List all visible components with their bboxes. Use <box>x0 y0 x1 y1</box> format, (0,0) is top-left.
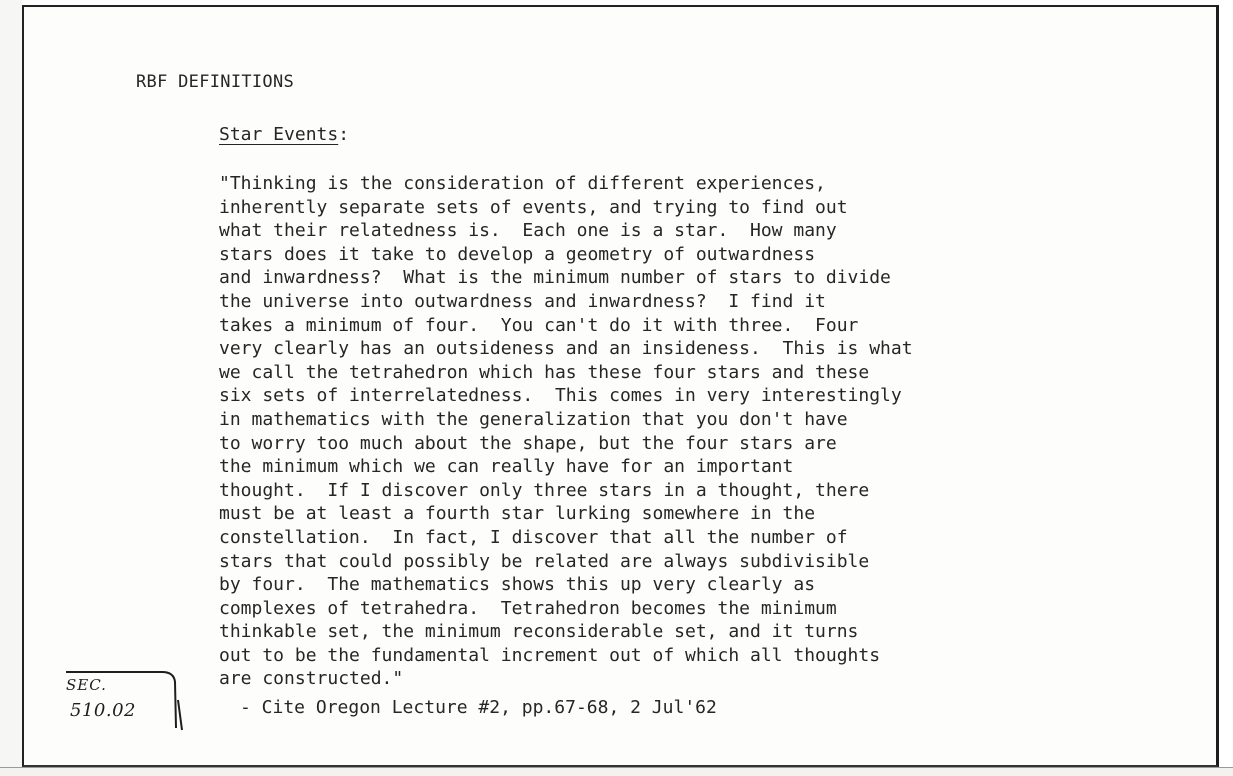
section-subheading <box>219 124 349 145</box>
quote-line: inherently separate sets of events, and trying to find out <box>219 196 848 218</box>
quote-line: to worry too much about the shape, but the four stars are <box>219 432 837 454</box>
page-left-margin <box>0 0 22 775</box>
quote-line: the minimum which we can really have for an important <box>219 456 794 478</box>
citation-source: - Cite Oregon Lecture #2, pp.67-68, 2 Jul'62 <box>240 697 717 718</box>
quote-line: by four. The mathematics shows this up very clearly as <box>219 574 816 596</box>
subheading-colon: : <box>338 124 350 145</box>
quote-line: constellation. In fact, I discover that all the number of <box>219 526 848 548</box>
quote-body <box>219 172 1139 691</box>
quote-line: we call the tetrahedron which has these four stars and these <box>219 361 870 383</box>
quote-line: "Thinking is the consideration of different experiences, <box>219 173 826 194</box>
section-number-label <box>64 670 184 732</box>
subheading-text: Star Events <box>219 124 339 145</box>
quote-line: thinkable set, the minimum reconsiderable set, and it turns <box>219 621 859 643</box>
quote-line: takes a minimum of four. You can't do it with three. Four <box>219 314 859 336</box>
quote-line: stars does it take to develop a geometry of outwardness <box>219 243 816 265</box>
quote-line: very clearly has an outsideness and an insideness. This is what <box>219 338 913 360</box>
quote-line: must be at least a fourth star lurking somewhere in the <box>219 503 816 525</box>
quote-line: complexes of tetrahedra. Tetrahedron becomes the minimum <box>219 597 837 619</box>
quote-line: six sets of interrelatedness. This comes in very interestingly <box>219 385 902 407</box>
quote-line: are constructed." <box>219 668 404 690</box>
section-label-number: 510.02 <box>70 700 136 721</box>
quote-line: and inwardness? What is the minimum number of stars to divide <box>219 267 891 289</box>
page-title: RBF DEFINITIONS <box>136 72 295 92</box>
quote-line: stars that could possibly be related are always subdivisible <box>219 550 870 572</box>
quote-line: thought. If I discover only three stars in a thought, there <box>219 479 870 501</box>
quote-line: what their relatedness is. Each one is a star. How many <box>219 220 837 242</box>
quote-line: the universe into outwardness and inwardness? I find it <box>219 290 826 312</box>
quote-line: in mathematics with the generalization that you don't have <box>219 408 848 430</box>
quote-line: out to be the fundamental increment out of which all thoughts <box>219 644 881 666</box>
section-label-prefix: SEC. <box>66 676 107 694</box>
